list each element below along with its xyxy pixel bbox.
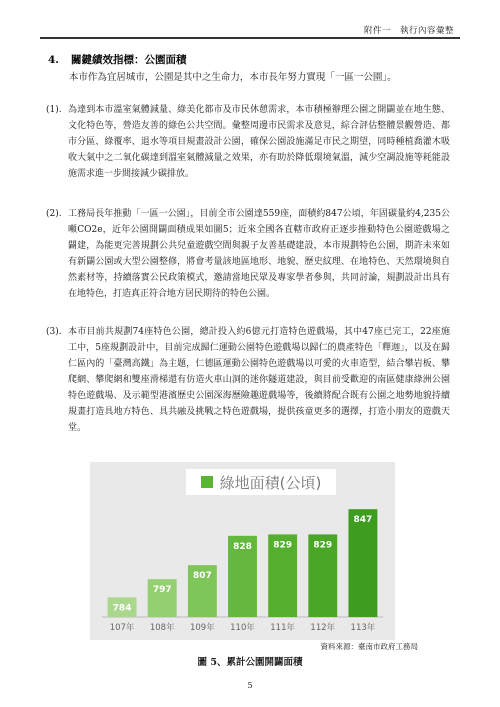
list-item-text: 本市目前共規劃74座特色公園，總計投入約6億元打造特色遊戲場，其中47座已完工，22座施工中，5座規劃設計中，目前完成歸仁運動公園特色遊戲場以歸仁的農產特色「釋迦」，以及在歸仁區內的「臺灣高鐵」為主題，仁德區運動公園特色遊戲場以可愛的火車造型，結合攀岩板、攀爬網、攀爬網和雙座滑梯還有仿造火車山洞的迷你隧道建設，與目前受歡迎的南區健康綠洲公園特色遊戲場、及示範型港濱歷史公園深海歷險趣遊戲場等，後續將配合既有公園之地勢地貌持續規畫打造具地方特色、具共融及挑戰之特色遊戲場，提供孩童更多的選擇，打造小朋友的遊戲天堂。 (68, 327, 450, 433)
figure-caption: 圖 5、累計公園開闢面積 (197, 657, 303, 668)
list-item-marker: (3). (46, 327, 62, 337)
intro-paragraph: 本市作為宜居城市，公園是其中之生命力，本市長年努力實現「一區一公園」。 (68, 72, 397, 83)
section-title: 關鍵績效指標：公園面積 (70, 54, 187, 66)
list-item (46, 324, 450, 436)
bar-value-label: 797 (152, 585, 172, 596)
green-area-chart (90, 462, 395, 640)
page-number: 5 (247, 681, 253, 690)
bar-value-label: 829 (273, 540, 293, 551)
list-item-text: 工務局長年推動「一區一公園」，目前全市公園達559座，面積約847公頃，年固碳量約4,235公噸CO2e，近年公園開闢面積成果如圖5；近來全國各直轄市政府正逐步推動特色公園遊戲場之闢建，為能更完善規劃公共兒童遊戲空間與親子友善基礎建設，本市規劃特色公園，期許未來如有新闢公園或大型公園整修，將會考量該地區地形、地貌、歷史紋理、在地特色、天然環境與自然素材等，持續落實公民政策模式，邀請當地民眾及專家學者參與，共同討論，規劃設計出具有在地特色，打造真正符合地方居民期待的特色公園。 (68, 209, 450, 299)
section-heading (48, 52, 186, 67)
chart-source: 資料來源：臺南市政府工務局 (320, 642, 418, 651)
x-tick-label: 110年 (230, 623, 255, 633)
chart-bar (348, 509, 377, 617)
list-item-text: 為達到本市溫室氣體減量、綠美化都市及市民休憩需求，本市積極辦理公園之開闢並在地生態、文化特色等，營造友善的綠色公共空間。彙整周邊市民需求及意見，綜合評估整體景觀營造、都市分區、綠覆率、退水等項目規畫設計公園，確保公園設施滿足市民之期望，同時種植喬灌木吸收大氣中之二氧化碳達到溫室氣體減量之效果，亦有助於降低環境氣溫，減少空調設施等耗能設施需求進一步間接減少碳排放。 (68, 105, 450, 179)
x-tick-label: 109年 (189, 623, 215, 633)
chart-title: 綠地面積(公頃) (219, 473, 322, 492)
bar-value-label: 807 (192, 571, 212, 582)
x-tick-label: 111年 (270, 623, 296, 633)
x-tick-label: 108年 (149, 623, 175, 633)
header-label: 附件一 執行內容彙整 (363, 26, 454, 36)
list-item-marker: (1). (46, 105, 62, 115)
header-divider (40, 37, 460, 39)
section-number: 4. (48, 54, 59, 66)
list-item (46, 102, 450, 182)
list-item (46, 206, 450, 302)
legend-swatch (201, 476, 213, 488)
bar-value-label: 829 (313, 540, 333, 551)
bar-value-label: 847 (353, 515, 373, 526)
x-tick-label: 113年 (350, 623, 376, 633)
chart-legend (186, 469, 336, 495)
list-item-marker: (2). (46, 209, 62, 219)
x-tick-label: 107年 (109, 623, 135, 633)
x-tick-label: 112年 (310, 623, 336, 633)
bar-value-label: 828 (233, 541, 252, 552)
bar-value-label: 784 (112, 603, 132, 614)
